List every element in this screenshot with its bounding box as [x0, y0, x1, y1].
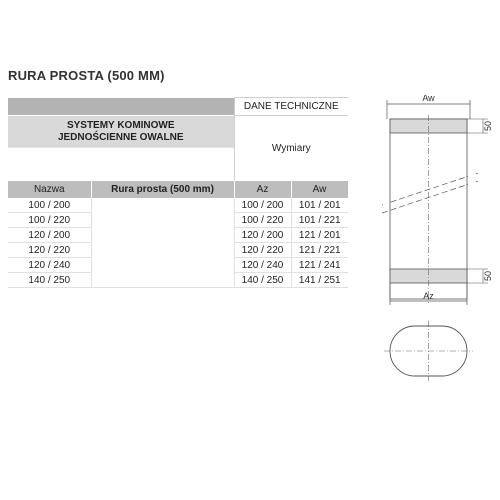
cell-aw: 121 / 221 — [291, 243, 348, 258]
col-header-nazwa: Nazwa — [8, 181, 91, 198]
cell-az: 120 / 240 — [234, 258, 291, 273]
col-header-az: Az — [234, 181, 291, 198]
cell-nazwa: 100 / 200 — [8, 198, 91, 213]
cell-az: 100 / 200 — [234, 198, 291, 213]
cell-aw: 141 / 251 — [291, 273, 348, 288]
cell-nazwa: 120 / 240 — [8, 258, 91, 273]
pipe-technical-drawing — [370, 95, 495, 395]
bottom-50-label: 50 — [483, 270, 493, 282]
page-title: RURA PROSTA (500 MM) — [8, 68, 165, 83]
cell-az: 120 / 200 — [234, 228, 291, 243]
cell-nazwa: 120 / 200 — [8, 228, 91, 243]
dane-techniczne-header: DANE TECHNICZNE — [234, 98, 348, 116]
az-label: Az — [423, 291, 434, 301]
cell-aw: 101 / 221 — [291, 213, 348, 228]
system-line-2: JEDNOŚCIENNE OWALNE — [57, 131, 184, 143]
break-gap-left — [383, 184, 389, 206]
top-50-label: 50 — [483, 120, 493, 132]
table-header-bar — [8, 98, 234, 116]
system-line-1: SYSTEMY KOMINOWE — [66, 119, 175, 131]
cell-aw: 121 / 201 — [291, 228, 348, 243]
cell-az: 120 / 220 — [234, 243, 291, 258]
cell-nazwa: 120 / 220 — [8, 243, 91, 258]
spec-table — [8, 97, 349, 288]
blank-cell — [8, 148, 234, 182]
column-header-row — [8, 181, 348, 198]
cell-aw: 101 / 201 — [291, 198, 348, 213]
break-gap-right — [468, 172, 474, 194]
cell-az: 140 / 250 — [234, 273, 291, 288]
cell-nazwa: 140 / 250 — [8, 273, 91, 288]
system-name-cell — [8, 116, 234, 148]
col-header-aw: Aw — [291, 181, 348, 198]
table-row — [8, 198, 348, 213]
col-header-product: Rura prosta (500 mm) — [91, 181, 234, 198]
wymiary-header: Wymiary — [234, 116, 348, 182]
cell-az: 100 / 220 — [234, 213, 291, 228]
aw-label: Aw — [422, 95, 435, 103]
cell-product-span — [91, 198, 234, 288]
cell-aw: 121 / 241 — [291, 258, 348, 273]
cell-nazwa: 100 / 220 — [8, 213, 91, 228]
